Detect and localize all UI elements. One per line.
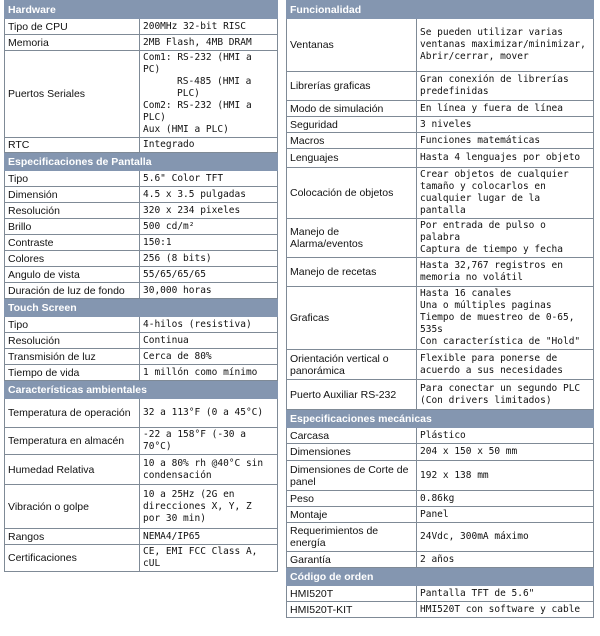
spec-row: [5, 187, 278, 203]
spec-value-line: CE, EMI FCC Class A, cUL: [143, 546, 258, 569]
spec-value: [417, 149, 594, 168]
spec-value-line: Hasta 32,767 registros en memoria no volátil: [420, 260, 563, 283]
spec-value: [140, 138, 278, 153]
spec-row: [287, 149, 594, 168]
spec-value-line: Hasta 16 canales: [420, 288, 512, 299]
spec-value-line: Cerca de 80%: [143, 350, 212, 362]
spec-row: [287, 428, 594, 444]
spec-value-line: Una o múltiples paginas: [420, 300, 552, 311]
spec-value-line: Captura de tiempo y fecha: [420, 244, 563, 255]
spec-value-line: Funciones matemáticas: [420, 134, 541, 146]
spec-value-line: Gran conexión de librerías predefinidas: [420, 74, 569, 97]
spec-value-line: Crear objetos de cualquier tamaño y colocarlos en cualquier lugar de la pantalla: [420, 169, 569, 216]
spec-value-line: Plástico: [420, 429, 466, 441]
spec-row: [5, 19, 278, 35]
spec-label: Peso: [287, 491, 417, 507]
spec-value-line: 4.5 x 3.5 pulgadas: [143, 188, 246, 200]
spec-label: Ventanas: [287, 19, 417, 72]
spec-label: Rangos: [5, 529, 140, 545]
spec-row: [5, 251, 278, 267]
spec-label: Garantía: [287, 552, 417, 568]
right-spec-table: [286, 0, 594, 618]
spec-label: Colocación de objetos: [287, 168, 417, 219]
spec-label: Graficas: [287, 287, 417, 350]
spec-label: HMI520T: [287, 586, 417, 602]
spec-value: [140, 267, 278, 283]
section-title: Hardware: [5, 1, 278, 19]
spec-value: [417, 287, 594, 350]
spec-value-line: 32 a 113°F (0 a 45°C): [143, 407, 264, 418]
spec-row: [287, 461, 594, 491]
spec-value-line: En línea y fuera de línea: [420, 102, 563, 114]
spec-value: [417, 258, 594, 287]
spec-value-line: 192 x 138 mm: [420, 469, 489, 481]
spec-value-line: 10 a 80% rh @40°C sin condensación: [143, 457, 264, 481]
spec-row: [287, 350, 594, 380]
spec-value-line: 150:1: [143, 236, 172, 248]
spec-value: [417, 117, 594, 133]
section-title: Características ambientales: [5, 381, 278, 399]
spec-value: [417, 491, 594, 507]
spec-label: Humedad Relativa: [5, 455, 140, 485]
spec-value-line: Integrado: [143, 139, 195, 150]
spec-label: Orientación vertical o panorámica: [287, 350, 417, 380]
spec-value-line: NEMA4/IP65: [143, 530, 201, 542]
spec-value: [417, 428, 594, 444]
spec-value: [140, 35, 278, 51]
spec-label: Puertos Seriales: [5, 51, 140, 138]
spec-label: Duración de luz de fondo: [5, 283, 140, 299]
spec-label: RTC: [5, 138, 140, 153]
spec-value-line: 4-hilos (resistiva): [143, 318, 252, 330]
spec-label: Dimensiones de Corte de panel: [287, 461, 417, 491]
right-spec-column: [286, 0, 593, 618]
spec-row: [287, 523, 594, 552]
spec-row: [5, 349, 278, 365]
spec-row: [5, 485, 278, 529]
spec-label: Modo de simulación: [287, 101, 417, 117]
spec-row: [5, 51, 278, 138]
spec-row: [287, 602, 594, 618]
spec-value-line: 2 años: [420, 553, 455, 565]
spec-value: [140, 187, 278, 203]
spec-value: [417, 461, 594, 491]
spec-row: [287, 287, 594, 350]
spec-row: [5, 138, 278, 153]
spec-row: [5, 267, 278, 283]
spec-value: [417, 133, 594, 149]
spec-value: [417, 72, 594, 101]
spec-row: [287, 586, 594, 602]
spec-value-line: Flexible para ponerse de acuerdo a sus necesidades: [420, 352, 563, 376]
spec-row: [5, 317, 278, 333]
section-title: Código de orden: [287, 568, 594, 586]
section-header-funcionalidad: [287, 1, 594, 19]
spec-value: [140, 455, 278, 485]
spec-row: [5, 283, 278, 299]
spec-row: [5, 529, 278, 545]
spec-value: [417, 219, 594, 258]
spec-value: [140, 283, 278, 299]
section-header-hardware: [5, 1, 278, 19]
section-title: Touch Screen: [5, 299, 278, 317]
spec-label: Seguridad: [287, 117, 417, 133]
spec-row: [5, 333, 278, 349]
spec-value-line: -22 a 158°F (-30 a 70°C): [143, 429, 246, 452]
spec-value: [140, 235, 278, 251]
spec-label: Memoria: [5, 35, 140, 51]
spec-row: [287, 552, 594, 568]
spec-value-line: Pantalla TFT de 5.6": [420, 587, 535, 599]
spec-label: Vibración o golpe: [5, 485, 140, 529]
spec-row: [5, 203, 278, 219]
spec-value-line: 204 x 150 x 50 mm: [420, 446, 518, 457]
spec-label: Manejo de recetas: [287, 258, 417, 287]
spec-value: [417, 380, 594, 410]
spec-label: Angulo de vista: [5, 267, 140, 283]
spec-label: Manejo de Alarma/eventos: [287, 219, 417, 258]
spec-label: Certificaciones: [5, 545, 140, 572]
spec-value: [140, 349, 278, 365]
spec-value: [417, 101, 594, 117]
spec-value: [140, 399, 278, 428]
spec-row: [5, 171, 278, 187]
spec-value-line: 5.6" Color TFT: [143, 172, 224, 184]
spec-row: [287, 168, 594, 219]
spec-value-line: HMI520T con software y cable: [420, 603, 581, 615]
spec-row: [287, 507, 594, 523]
spec-label: Transmisión de luz: [5, 349, 140, 365]
spec-value-line: Con característica de "Hold": [420, 336, 581, 347]
spec-row: [5, 365, 278, 381]
spec-row: [287, 491, 594, 507]
spec-label: Resolución: [5, 203, 140, 219]
spec-value: [140, 251, 278, 267]
spec-value-line: Panel: [420, 508, 449, 520]
section-title: Especificaciones de Pantalla: [5, 153, 278, 171]
left-spec-table: [4, 0, 278, 572]
spec-label: Requerimientos de energía: [287, 523, 417, 552]
spec-label: Puerto Auxiliar RS-232: [287, 380, 417, 410]
spec-label: Dimensiones: [287, 444, 417, 461]
spec-value-line: 55/65/65/65: [143, 268, 206, 280]
spec-value: [140, 365, 278, 381]
spec-row: [287, 258, 594, 287]
spec-row: [287, 117, 594, 133]
spec-value: [140, 428, 278, 455]
spec-value: [140, 19, 278, 35]
spec-value: [140, 485, 278, 529]
spec-value-line: Tiempo de muestreo de 0-65, 535s: [420, 312, 575, 335]
spec-value-line: Continua: [143, 334, 189, 346]
spec-value-line: 1 millón como mínimo: [143, 366, 258, 378]
spec-row: [5, 428, 278, 455]
spec-row: [5, 399, 278, 428]
spec-label: Brillo: [5, 219, 140, 235]
spec-value-line: Aux (HMI a PLC): [143, 124, 229, 135]
spec-row: [5, 455, 278, 485]
spec-value: [140, 333, 278, 349]
spec-label: Tipo: [5, 317, 140, 333]
spec-value-line: 200MHz 32-bit RISC: [143, 20, 246, 32]
spec-value-line: Para conectar un segundo PLC (Con drivers limitados): [420, 382, 581, 406]
spec-value-line: 24Vdc, 300mA máximo: [420, 531, 529, 542]
spec-label: Resolución: [5, 333, 140, 349]
left-spec-column: [4, 0, 277, 572]
section-header-caracteristicas-ambientales: [5, 381, 278, 399]
spec-value: [417, 350, 594, 380]
spec-value: [417, 602, 594, 618]
spec-value: [140, 51, 278, 138]
spec-label: HMI520T-KIT: [287, 602, 417, 618]
spec-label: Temperatura de operación: [5, 399, 140, 428]
spec-label: Contraste: [5, 235, 140, 251]
spec-value: [417, 507, 594, 523]
spec-value-line: 3 niveles: [420, 118, 472, 130]
spec-value: [417, 552, 594, 568]
spec-value: [140, 529, 278, 545]
section-header-codigo-de-orden: [287, 568, 594, 586]
spec-label: Tipo: [5, 171, 140, 187]
spec-row: [5, 35, 278, 51]
section-title: Especificaciones mecánicas: [287, 410, 594, 428]
spec-value-line: 10 a 25Hz (2G en direcciones X, Y, Z por 30 min): [143, 488, 252, 524]
spec-value-line: Por entrada de pulso o palabra: [420, 220, 546, 243]
spec-label: Tipo de CPU: [5, 19, 140, 35]
spec-row: [287, 101, 594, 117]
spec-row: [287, 133, 594, 149]
section-header-especificaciones-mecanicas: [287, 410, 594, 428]
spec-label: Carcasa: [287, 428, 417, 444]
section-title: Funcionalidad: [287, 1, 594, 19]
spec-label: Temperatura en almacén: [5, 428, 140, 455]
spec-label: Montaje: [287, 507, 417, 523]
spec-row: [287, 72, 594, 101]
spec-value-line: RS-485 (HMI a PLC): [177, 76, 252, 99]
spec-value: [417, 444, 594, 461]
spec-value-line: 320 x 234 pixeles: [143, 204, 241, 216]
spec-row: [5, 545, 278, 572]
spec-label: Lenguajes: [287, 149, 417, 168]
spec-label: Librerías graficas: [287, 72, 417, 101]
spec-value: [417, 168, 594, 219]
spec-value-line: 0.86kg: [420, 492, 455, 504]
spec-row: [5, 219, 278, 235]
spec-value-line: Com1: RS-232 (HMI a PC): [143, 52, 252, 75]
spec-value: [140, 219, 278, 235]
spec-value-line: Hasta 4 lenguajes por objeto: [420, 152, 581, 163]
spec-value: [140, 171, 278, 187]
spec-value: [140, 545, 278, 572]
section-header-touch-screen: [5, 299, 278, 317]
spec-value-line: 256 (8 bits): [143, 252, 212, 264]
spec-value: [140, 317, 278, 333]
spec-row: [287, 19, 594, 72]
spec-value: [417, 586, 594, 602]
section-header-especificaciones-de-pantalla: [5, 153, 278, 171]
spec-value-line: Com2: RS-232 (HMI a PLC): [143, 100, 252, 123]
spec-label: Colores: [5, 251, 140, 267]
spec-label: Tiempo de vida: [5, 365, 140, 381]
spec-value-line: Se pueden utilizar varias ventanas maximizar/minimizar, Abrir/cerrar, mover: [420, 27, 586, 62]
spec-value: [417, 523, 594, 552]
spec-value: [417, 19, 594, 72]
spec-value: [140, 203, 278, 219]
spec-label: Macros: [287, 133, 417, 149]
spec-label: Dimensión: [5, 187, 140, 203]
spec-row: [287, 444, 594, 461]
spec-row: [287, 219, 594, 258]
spec-value-line: 30,000 horas: [143, 284, 212, 296]
spec-row: [287, 380, 594, 410]
spec-value-line: 500 cd/m²: [143, 220, 195, 232]
spec-row: [5, 235, 278, 251]
spec-value-line: 2MB Flash, 4MB DRAM: [143, 36, 252, 48]
